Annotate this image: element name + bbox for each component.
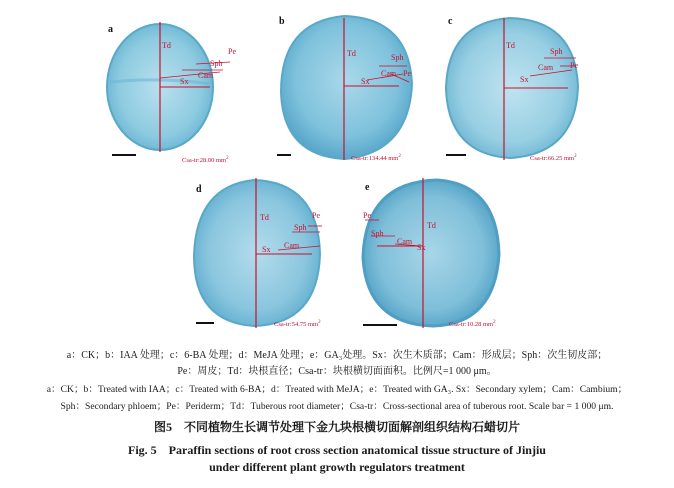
label-pe-b: Pe xyxy=(403,69,411,78)
label-td-a: Td xyxy=(162,41,171,50)
label-td-d: Td xyxy=(260,213,269,222)
section-image-e xyxy=(357,174,507,330)
figure-title-en-line1: Fig. 5 Paraffin sections of root cross section anatomical tissue structure of Jinjiu xyxy=(128,443,546,457)
section-image-b xyxy=(269,12,419,162)
figure-title-en-line2: under different plant growth regulators treatment xyxy=(209,460,465,474)
caption-cn-line1: a：CK；b：IAA 处理；c：6-BA 处理；d：MeJA 处理；e：GA₃处理。Sx：次生木质部；Cam：形成层；Sph：次生韧皮部； xyxy=(66,350,608,361)
panel-c xyxy=(440,12,590,162)
section-image-c xyxy=(440,12,590,162)
panel-a xyxy=(100,12,250,165)
label-sx-c: Sx xyxy=(520,75,529,84)
label-cam-e: Cam xyxy=(397,237,413,246)
label-td-b: Td xyxy=(347,49,356,58)
scale-bar-c xyxy=(446,154,466,156)
caption-en-line1: a：CK；b：Treated with IAA；c：Treated with 6-BA；d：Treated with MeJA；e：Treated with GA₃. Sx：Secondary xylem；Cam：Cambium； xyxy=(46,384,628,395)
panel-letter-b: b xyxy=(279,16,285,27)
scale-bar-b xyxy=(277,154,291,156)
csa-label-b: Csa-tr:134.44 $mm^2$ xyxy=(351,154,401,163)
panel-d xyxy=(188,174,338,330)
section-image-a xyxy=(100,12,250,162)
label-cam-c: Cam xyxy=(538,63,554,72)
label-pe-e: Pe xyxy=(363,211,371,220)
label-td-c: Td xyxy=(506,41,515,50)
label-sx-e: Sx xyxy=(417,243,426,252)
label-cam-b: Cam xyxy=(381,69,397,78)
csa-label-e: Csa-tr:10.28 $mm^2$ xyxy=(449,320,496,329)
panel-e xyxy=(357,174,507,330)
csa-label-c: Csa-tr:66.25 $mm^2$ xyxy=(530,154,577,163)
scale-bar-d xyxy=(196,322,214,324)
panel-letter-a: a xyxy=(108,24,113,35)
caption-cn-line2: Pe：周皮；Td：块根直径；Csa-tr：块根横切面面积。比例尺=1 000 μm。 xyxy=(177,366,497,377)
figure-title-cn: 图5 不同植物生长调节处理下金九块根横切面解剖组织结构石蜡切片 xyxy=(153,420,520,434)
label-sx-b: Sx xyxy=(361,77,370,86)
label-sph-d: Sph xyxy=(294,223,307,232)
scale-bar-a xyxy=(112,154,136,156)
label-pe-c: Pe xyxy=(570,61,578,70)
label-sph-b: Sph xyxy=(391,53,404,62)
label-sx-d: Sx xyxy=(262,245,271,254)
panel-letter-c: c xyxy=(448,16,453,27)
csa-label-a: Csa-tr:28.00 $mm^2$ xyxy=(182,156,229,165)
label-cam-a: Cam xyxy=(198,71,214,80)
label-cam-d: Cam xyxy=(284,241,300,250)
label-sx-a: Sx xyxy=(180,77,189,86)
panel-b xyxy=(269,12,419,162)
scale-bar-e xyxy=(363,324,397,326)
label-sph-a: Sph xyxy=(210,59,223,68)
csa-label-d: Csa-tr:54.75 $mm^2$ xyxy=(274,320,321,329)
label-td-e: Td xyxy=(427,221,436,230)
panel-letter-e: e xyxy=(365,182,370,193)
caption-en-line2: Sph：Secondary phloem；Pe：Periderm；Td：Tuberous root diameter；Csa-tr：Cross-sectional area of tuberous root. Scale bar = 1 000 μm. xyxy=(60,401,614,412)
label-pe-a: Pe xyxy=(228,47,236,56)
panel-letter-d: d xyxy=(196,184,202,195)
label-pe-d: Pe xyxy=(312,211,320,220)
label-sph-e: Sph xyxy=(371,229,384,238)
label-sph-c: Sph xyxy=(550,47,563,56)
